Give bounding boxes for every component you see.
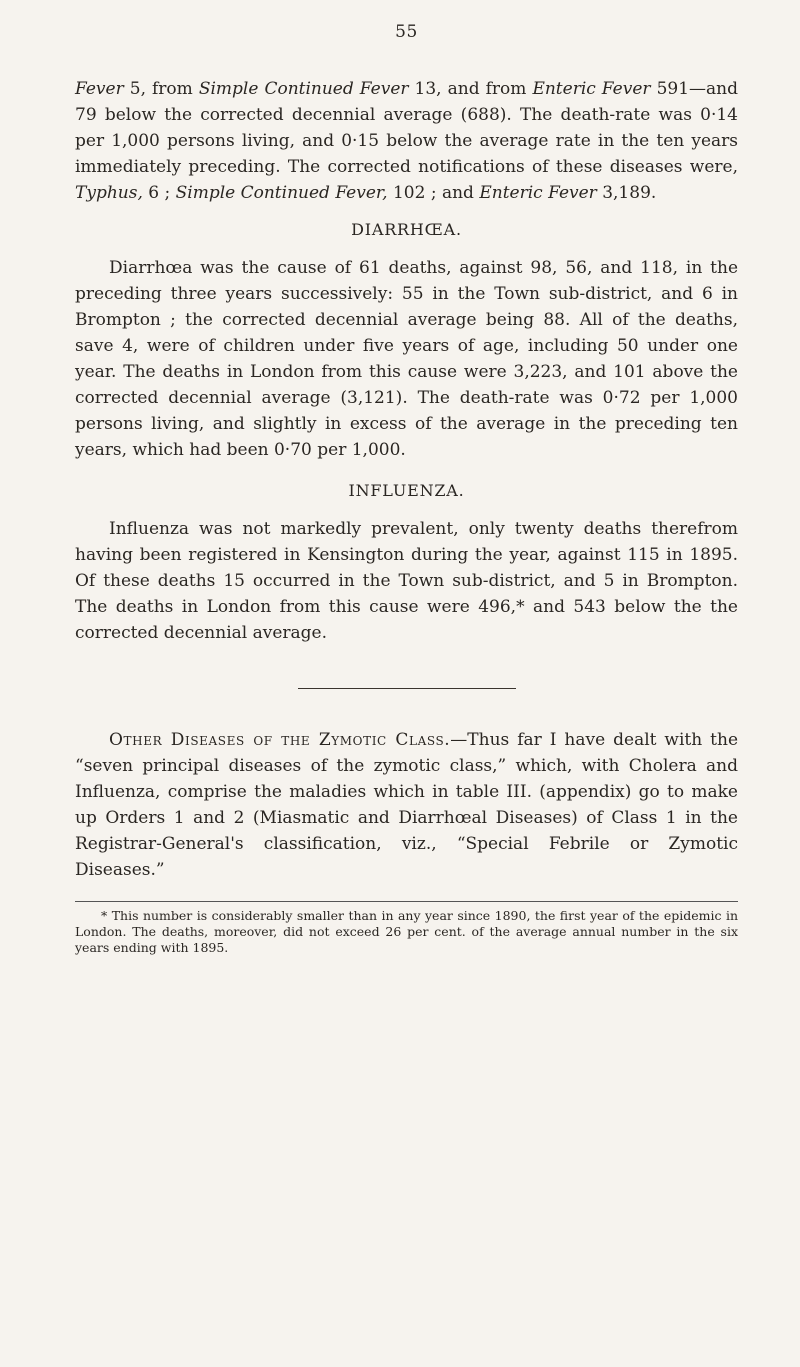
page-number: 55 xyxy=(395,22,418,42)
diarrhoea-heading: DIARRHŒA. xyxy=(351,220,462,239)
influenza-heading: INFLUENZA. xyxy=(348,481,465,500)
influenza-paragraph: Influenza was not markedly prevalent, only twenty deaths therefrom having been registered in Kensington during the year, against 115 in 1895. Of these deaths 15 occurred in the Town sub-district, and 5 in Brompton. The deaths in London from this cause were 496,* and 543 below the the corrected decennial average. xyxy=(75,519,738,643)
section-divider xyxy=(298,688,516,689)
footnote-divider xyxy=(75,901,738,902)
fever-italic: Fever xyxy=(75,79,124,99)
zymotic-heading: Other Diseases of the Zymotic Class. xyxy=(109,730,451,750)
footnote: * This number is considerably smaller than in any year since 1890, the first year of the epidemic in London. The deaths, moreover, did not exceed 26 per cent. of the average annual number in the six years ending with 1895. xyxy=(75,908,738,955)
fever-paragraph: Fever 5, from Simple Continued Fever 13, and from Enteric Fever 591—and 79 below the corrected decennial average (688). The death-rate was 0·14 per 1,000 persons living, and 0·15 below the average rate in the ten years immediately preceding. The corrected notifications of these diseases were, Typhus, 6 ; Simple Continued Fever, 102 ; and Enteric Fever 3,189. xyxy=(75,79,738,203)
zymotic-paragraph: Other Diseases of the Zymotic Class.—Thus far I have dealt with the “seven principal diseases of the zymotic class,” which, with Cholera and Influenza, comprise the maladies which in table III. (appendix) go to make up Orders 1 and 2 (Miasmatic and Diarrhœal Diseases) of Class 1 in the Registrar-General's classification, viz., “Special Febrile or Zymotic Diseases.” xyxy=(75,730,739,880)
document-page xyxy=(75,22,738,956)
diarrhoea-paragraph: Diarrhœa was the cause of 61 deaths, against 98, 56, and 118, in the preceding three years successively: 55 in the Town sub-district, and 6 in Brompton ; the corrected decennial average being 88. All of the deaths, save 4, were of children under five years of age, including 50 under one year. The deaths in London from this cause were 3,223, and 101 above the corrected decennial average (3,121). The death-rate was 0·72 per 1,000 persons living, and slightly in excess of the average in the preceding ten years, which had been 0·70 per 1,000. xyxy=(75,258,738,460)
